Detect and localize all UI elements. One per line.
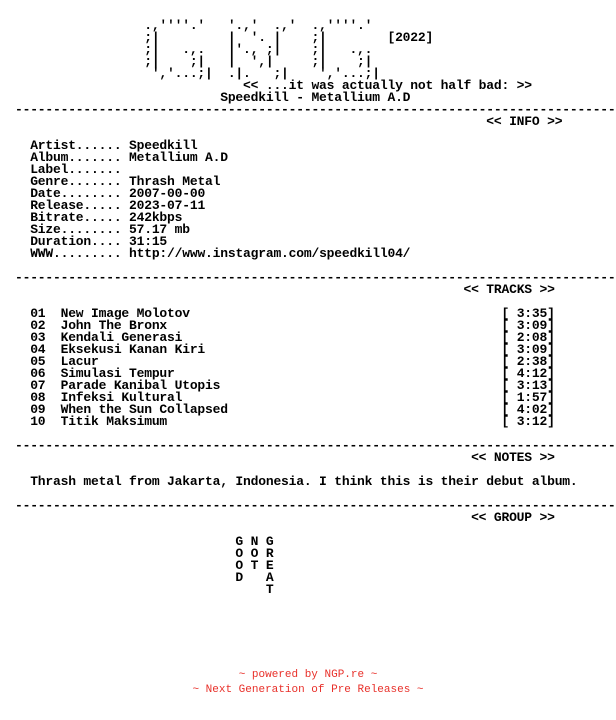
- info-field-label: Date........: [30, 186, 122, 201]
- track-title: John The Bronx: [60, 318, 168, 333]
- track-number: 10: [30, 414, 46, 429]
- track-duration: [ 2:08]: [501, 330, 555, 345]
- track-duration: [ 1:57]: [501, 390, 555, 405]
- section-header-notes-line: [15, 450, 555, 465]
- track-list: [15, 306, 555, 429]
- track-title: Titik Maksimum: [60, 414, 168, 429]
- track-number: 07: [30, 378, 46, 393]
- info-field-value: 57.17 mb: [129, 222, 190, 237]
- track-duration: [ 3:13]: [501, 378, 555, 393]
- track-number: 09: [30, 402, 46, 417]
- track-duration: [ 2:38]: [501, 354, 555, 369]
- notes-text: Thrash metal from Jakarta, Indonesia. I think this is their debut album.: [30, 474, 578, 489]
- info-field-label: Genre.......: [30, 174, 122, 189]
- info-field-label: Bitrate.....: [30, 210, 122, 225]
- divider: -------------------------------------------------------------------------------: [15, 438, 616, 453]
- track-number: 08: [30, 390, 46, 405]
- nfo-document: [15, 20, 616, 596]
- tagline: << ...it was actually not half bad: >>: [15, 78, 532, 93]
- info-field-label: Album.......: [30, 150, 122, 165]
- track-duration: [ 3:09]: [501, 342, 555, 357]
- info-field-value: 2023-07-11: [129, 198, 206, 213]
- info-field-label: Release.....: [30, 198, 122, 213]
- track-title: Simulasi Tempur: [60, 366, 175, 381]
- track-number: 01: [30, 306, 46, 321]
- group-ascii-art: G N G O O R O T E D A T: [235, 534, 274, 597]
- track-title: Parade Kanibal Utopis: [60, 378, 221, 393]
- track-title: Lacur: [60, 354, 99, 369]
- track-duration: [ 4:02]: [501, 402, 555, 417]
- info-field-label: Artist......: [30, 138, 122, 153]
- track-number: 06: [30, 366, 46, 381]
- info-field-value[interactable]: http://www.instagram.com/speedkill04/: [129, 246, 411, 261]
- track-title: New Image Molotov: [60, 306, 190, 321]
- track-number: 03: [30, 330, 46, 345]
- info-field-label: Size........: [30, 222, 122, 237]
- track-row: [15, 414, 555, 429]
- info-field-label: WWW.........: [30, 246, 122, 261]
- notes-section-header: << NOTES >>: [471, 450, 555, 465]
- track-duration: [ 4:12]: [501, 366, 555, 381]
- footer: [0, 668, 616, 698]
- release-title: Speedkill - Metallium A.D: [15, 90, 411, 105]
- info-field-value: Metallium A.D: [129, 150, 228, 165]
- track-title: Eksekusi Kanan Kiri: [60, 342, 206, 357]
- powered-by-link[interactable]: ~ powered by NGP.re ~: [238, 669, 378, 681]
- info-field-value: 31:15: [129, 234, 168, 249]
- info-field-value: Speedkill: [129, 138, 198, 153]
- notes-text-line: [15, 474, 578, 489]
- track-title: Infeksi Kultural: [60, 390, 183, 405]
- track-duration: [ 3:12]: [501, 414, 555, 429]
- info-field-value: 242kbps: [129, 210, 183, 225]
- track-number: 02: [30, 318, 46, 333]
- track-number: 05: [30, 354, 46, 369]
- section-header-group-line: [15, 510, 555, 525]
- info-field-value: 2007-00-00: [129, 186, 206, 201]
- info-field-label: Label.......: [30, 162, 122, 177]
- track-title: Kendali Generasi: [60, 330, 183, 345]
- info-section-header: << INFO >>: [486, 114, 563, 129]
- divider: -------------------------------------------------------------------------------: [15, 102, 616, 117]
- divider: -------------------------------------------------------------------------------: [15, 498, 616, 513]
- group-section-header: << GROUP >>: [471, 510, 555, 525]
- tracks-section-header: << TRACKS >>: [463, 282, 555, 297]
- track-number: 04: [30, 342, 46, 357]
- section-header-tracks-line: [15, 282, 555, 297]
- section-header-info-line: [15, 114, 562, 129]
- info-field-row: [15, 246, 410, 261]
- divider: -------------------------------------------------------------------------------: [15, 270, 616, 285]
- track-title: When the Sun Collapsed: [60, 402, 228, 417]
- footer-slogan: ~ Next Generation of Pre Releases ~: [192, 684, 424, 696]
- track-duration: [ 3:09]: [501, 318, 555, 333]
- info-field-list: [15, 138, 410, 261]
- info-field-label: Duration....: [30, 234, 122, 249]
- info-field-value: Thrash Metal: [129, 174, 221, 189]
- logo-ascii-art: .,''''.' '.,' .,' .,''''.' ;| | '. | ;| [2022] ;| .,. |'., ;| ;| .,. ;| ;| | ',| ;| ;| ','...;| .|. ;| ','...;|: [144, 18, 434, 81]
- track-duration: [ 3:35]: [501, 306, 555, 321]
